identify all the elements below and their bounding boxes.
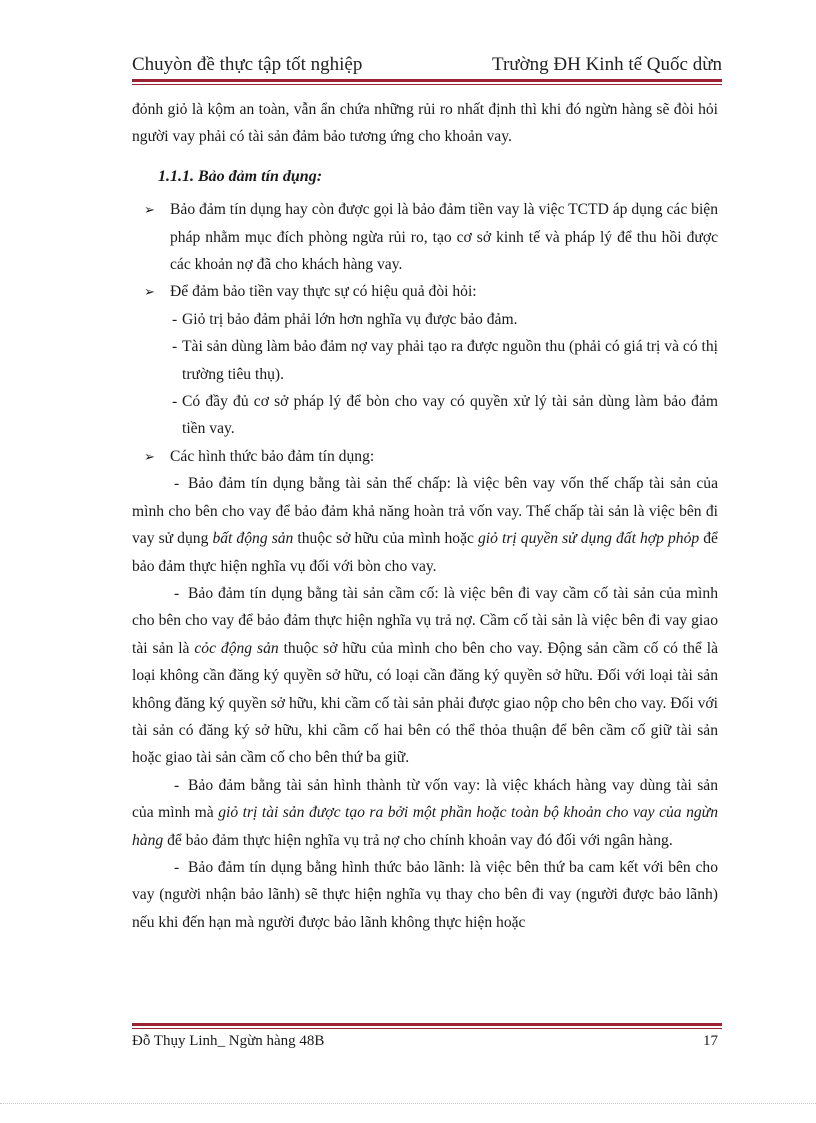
page-header <box>132 54 722 80</box>
header-rule <box>132 79 722 85</box>
footer-rule <box>132 1023 722 1029</box>
paragraph-guarantee <box>132 854 718 936</box>
dash-icon: - <box>174 858 180 876</box>
text-run: để bảo đảm thực hiện nghĩa vụ đối với bòn cho vay. <box>132 530 718 575</box>
dash-icon: - <box>174 776 180 794</box>
dash-icon: - <box>174 475 180 493</box>
dash-icon: - <box>172 393 178 411</box>
arrow-right-icon: ➢ <box>144 448 155 464</box>
arrow-right-icon: ➢ <box>144 202 155 218</box>
page-footer <box>132 1033 722 1050</box>
dash-icon: - <box>172 310 178 328</box>
footer-author: Đỗ Thụy Linh_ Ngừn hàng 48B <box>132 1033 325 1049</box>
paragraph-loan-asset <box>132 772 718 854</box>
italic-run: cỏc động sản <box>194 639 279 657</box>
paragraph-mortgage <box>132 470 718 580</box>
sub-item-text: Có đầy đủ cơ sở pháp lý để bòn cho vay có quyền xử lý tài sản dùng làm bảo đảm tiền vay. <box>182 393 718 438</box>
document-body <box>132 96 718 936</box>
bullet-text: Để đảm bảo tiền vay thực sự có hiệu quả đòi hỏi: <box>170 283 477 301</box>
sub-item-text: Giỏ trị bảo đảm phải lớn hơn nghĩa vụ được bảo đảm. <box>182 310 518 328</box>
sub-item <box>132 306 718 333</box>
text-run: Bảo đảm tín dụng bằng tài sản thế chấp: là việc bên vay vốn thế chấp tài sản của mình cho bên cho vay để bảo đảm khả năng hoàn trả vốn vay. Thế chấp tài sản là việc bên đi vay sử dụng <box>132 475 718 548</box>
text-run: Bảo đảm bằng tài sản hình thành từ vốn vay: là việc khách hàng vay dùng tài sản của mình mà <box>132 776 718 822</box>
paragraph-pledge <box>132 580 718 772</box>
section-heading: 1.1.1. Bảo đảm tín dụng: <box>158 167 323 185</box>
sub-item <box>132 333 718 388</box>
sub-item-text: Tài sản dùng làm bảo đảm nợ vay phải tạo ra được nguồn thu (phải có giá trị và có thị trường tiêu thụ). <box>182 338 718 383</box>
dash-icon: - <box>174 584 180 602</box>
page-edge-divider <box>0 1103 816 1104</box>
header-right-title: Trường ĐH Kinh tế Quốc dừn <box>492 54 722 75</box>
sub-item <box>132 388 718 443</box>
text-run: thuộc sở hữu của mình hoặc <box>293 530 478 548</box>
bullet-text: Bảo đảm tín dụng hay còn được gọi là bảo đảm tiền vay là việc TCTD áp dụng các biện pháp nhằm mục đích phòng ngừa rủi ro, tạo cơ sở kinh tế và pháp lý để thu hồi được các khoản nợ đã cho khách hàng vay. <box>170 201 718 274</box>
text-run: để bảo đảm thực hiện nghĩa vụ trả nợ cho chính khoản vay đó đối với ngân hàng. <box>163 831 673 849</box>
bullet-text: Các hình thức bảo đảm tín dụng: <box>170 447 375 465</box>
text-run: thuộc sở hữu của mình cho bên cho vay. Động sản cầm cố có thể là loại không cần đăng ký quyền sở hữu, có loại cần đăng ký quyền sở hữu. Đối với loại tài sản không đăng ký quyền sở hữu, khi cầm cố tài sản phải được giao nộp cho bên cho vay. Đối với tài sản có đăng ký sở hữu, khi cầm cố hai bên có thể thỏa thuận để bên cầm cố giữ tài sản hoặc giao tài sản cầm cố cho bên thứ ba giữ. <box>132 639 718 767</box>
dash-icon: - <box>172 338 178 356</box>
bullet-item <box>132 196 718 278</box>
arrow-right-icon: ➢ <box>144 284 155 300</box>
bullet-item <box>132 278 718 305</box>
italic-run: giỏ trị tài sản được tạo ra bởi một phần hoặc toàn bộ khoản cho vay của ngừn hàng <box>132 804 718 849</box>
bullet-item <box>132 443 718 470</box>
italic-run: giỏ trị quyền sử dụng đất hợp phỏp <box>478 530 700 548</box>
page-number: 17 <box>703 1033 718 1049</box>
text-run: Bảo đảm tín dụng bằng hình thức bảo lãnh: là việc bên thứ ba cam kết với bên cho vay (người nhận bảo lãnh) sẽ thực hiện nghĩa vụ thay cho bên đi vay (người được bảo lãnh) nếu khi đến hạn mà người được bảo lãnh không thực hiện hoặc <box>132 858 718 931</box>
intro-paragraph: đỏnh giỏ là kộm an toàn, vẫn ẩn chứa những rủi ro nhất định thì khi đó ngừn hàng sẽ đòi hỏi người vay phải có tài sản đảm bảo tương ứng cho khoản vay. <box>132 101 718 146</box>
text-run: Bảo đảm tín dụng bằng tài sản cầm cố: là việc bên đi vay cầm cố tài sản của mình cho bên cho vay để bảo đảm thực hiện nghĩa vụ trả nợ. Cầm cố tài sản là việc bên đi vay giao tài sản là <box>132 584 718 657</box>
italic-run: bất động sản <box>212 530 294 548</box>
header-left-title: Chuyòn đề thực tập tốt nghiệp <box>132 54 363 75</box>
